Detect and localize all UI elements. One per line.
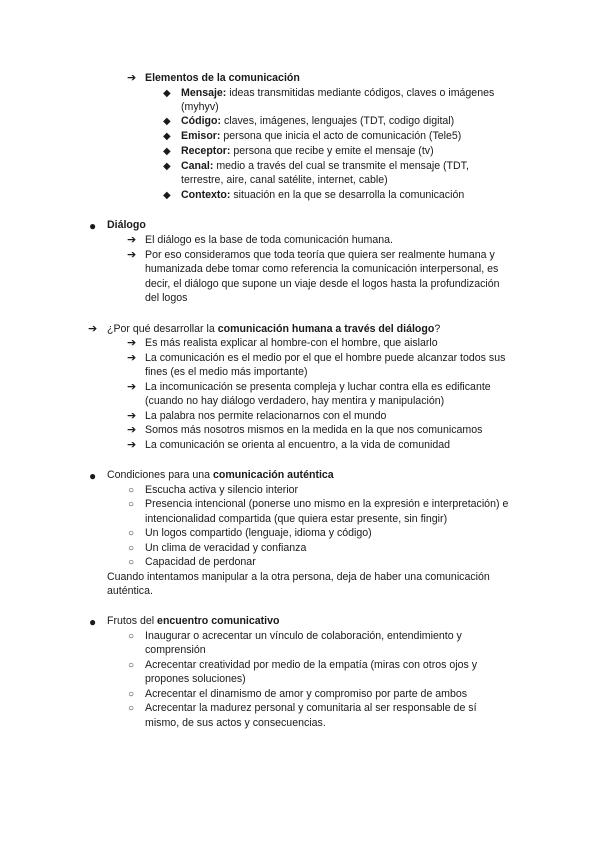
list-item-continuation: decir, el diálogo que supone un viaje desde el logos hasta la profundización <box>145 278 500 290</box>
bullet-icon: ● <box>89 469 97 483</box>
list-item: Somos más nosotros mismos en la medida en la que nos comunicamos <box>145 424 483 436</box>
arrow-icon: ➔ <box>127 410 137 422</box>
section-heading: Frutos del encuentro comunicativo <box>107 615 280 627</box>
bullet-icon: ● <box>89 615 97 629</box>
paragraph: Cuando intentamos manipular a la otra persona, deja de haber una comunicación <box>107 571 490 583</box>
circle-bullet-icon: ○ <box>128 485 135 496</box>
list-item-continuation: fines (es el medio más importante) <box>145 366 308 378</box>
circle-bullet-icon: ○ <box>128 689 135 700</box>
list-item: Canal: medio a través del cual se transmite el mensaje (TDT, <box>181 160 469 172</box>
list-item: La comunicación se orienta al encuentro, a la vida de comunidad <box>145 439 451 451</box>
diamond-icon: ◆ <box>163 88 171 99</box>
list-item-continuation: del logos <box>145 292 188 304</box>
list-item: La comunicación es el medio por el que el hombre puede alcanzar todos sus <box>145 352 506 364</box>
list-item: Escucha activa y silencio interior <box>145 484 299 496</box>
list-item: La incomunicación se presenta compleja y luchar contra ella es edificante <box>145 381 491 393</box>
list-item: Acrecentar creatividad por medio de la empatía (miras con otros ojos y <box>145 659 478 671</box>
list-item: Contexto: situación en la que se desarrolla la comunicación <box>181 189 465 201</box>
diamond-icon: ◆ <box>163 131 171 142</box>
list-item: El diálogo es la base de toda comunicación humana. <box>145 234 393 246</box>
diamond-icon: ◆ <box>163 161 171 172</box>
circle-bullet-icon: ○ <box>128 528 135 539</box>
arrow-icon: ➔ <box>127 249 137 261</box>
arrow-icon: ➔ <box>127 424 137 436</box>
diamond-icon: ◆ <box>163 190 171 201</box>
circle-bullet-icon: ○ <box>128 703 135 714</box>
list-item: Por eso consideramos que toda teoría que quiera ser realmente humana y <box>145 249 495 261</box>
list-item: Código: claves, imágenes, lenguajes (TDT, codigo digital) <box>181 115 455 127</box>
list-item: Capacidad de perdonar <box>145 556 256 568</box>
section-question: ¿Por qué desarrollar la comunicación humana a través del diálogo? <box>107 323 441 335</box>
list-item: Acrecentar la madurez personal y comunitaria al ser responsable de sí <box>145 702 477 714</box>
arrow-icon: ➔ <box>127 72 137 84</box>
circle-bullet-icon: ○ <box>128 631 135 642</box>
list-item-continuation: mismo, de sus actos y consecuencias. <box>145 717 326 729</box>
circle-bullet-icon: ○ <box>128 499 135 510</box>
arrow-icon: ➔ <box>127 352 137 364</box>
list-item-continuation: terrestre, aire, canal satélite, internet, cable) <box>181 174 388 186</box>
list-item: Acrecentar el dinamismo de amor y compromiso por parte de ambos <box>145 688 468 700</box>
arrow-icon: ➔ <box>127 381 137 393</box>
list-item: Emisor: persona que inicia el acto de comunicación (Tele5) <box>181 130 462 142</box>
list-item-continuation: comprensión <box>145 644 206 656</box>
list-item-continuation: (cuando no hay diálogo verdadero, hay mentira y manipulación) <box>145 395 445 407</box>
circle-bullet-icon: ○ <box>128 543 135 554</box>
list-item-continuation: intencionalidad compartida (que quiera estar presente, sin fingir) <box>145 513 448 525</box>
arrow-icon: ➔ <box>127 337 137 349</box>
list-item-continuation: (myhyv) <box>181 101 219 113</box>
paragraph-continuation: auténtica. <box>107 585 153 597</box>
arrow-icon: ➔ <box>127 439 137 451</box>
list-item-continuation: propones soluciones) <box>145 673 246 685</box>
circle-bullet-icon: ○ <box>128 557 135 568</box>
list-item: Un logos compartido (lenguaje, idioma y código) <box>145 527 372 539</box>
section-heading: Condiciones para una comunicación auténtica <box>107 469 334 481</box>
diamond-icon: ◆ <box>163 146 171 157</box>
list-item: Es más realista explicar al hombre-con el hombre, que aislarlo <box>145 337 438 349</box>
diamond-icon: ◆ <box>163 116 171 127</box>
section-heading: Elementos de la comunicación <box>145 72 300 84</box>
list-item-continuation: humanizada debe tomar como referencia la comunicación interpersonal, es <box>145 263 499 275</box>
list-item: Presencia intencional (ponerse uno mismo en la expresión e interpretación) e <box>145 498 509 510</box>
arrow-icon: ➔ <box>88 323 98 335</box>
section-heading: Diálogo <box>107 219 146 231</box>
list-item: La palabra nos permite relacionarnos con el mundo <box>145 410 387 422</box>
list-item: Mensaje: ideas transmitidas mediante códigos, claves o imágenes <box>181 87 495 99</box>
bullet-icon: ● <box>89 219 97 233</box>
circle-bullet-icon: ○ <box>128 660 135 671</box>
list-item: Receptor: persona que recibe y emite el mensaje (tv) <box>181 145 434 157</box>
list-item: Inaugurar o acrecentar un vínculo de colaboración, entendimiento y <box>145 630 462 642</box>
arrow-icon: ➔ <box>127 234 137 246</box>
list-item: Un clima de veracidad y confianza <box>145 542 307 554</box>
